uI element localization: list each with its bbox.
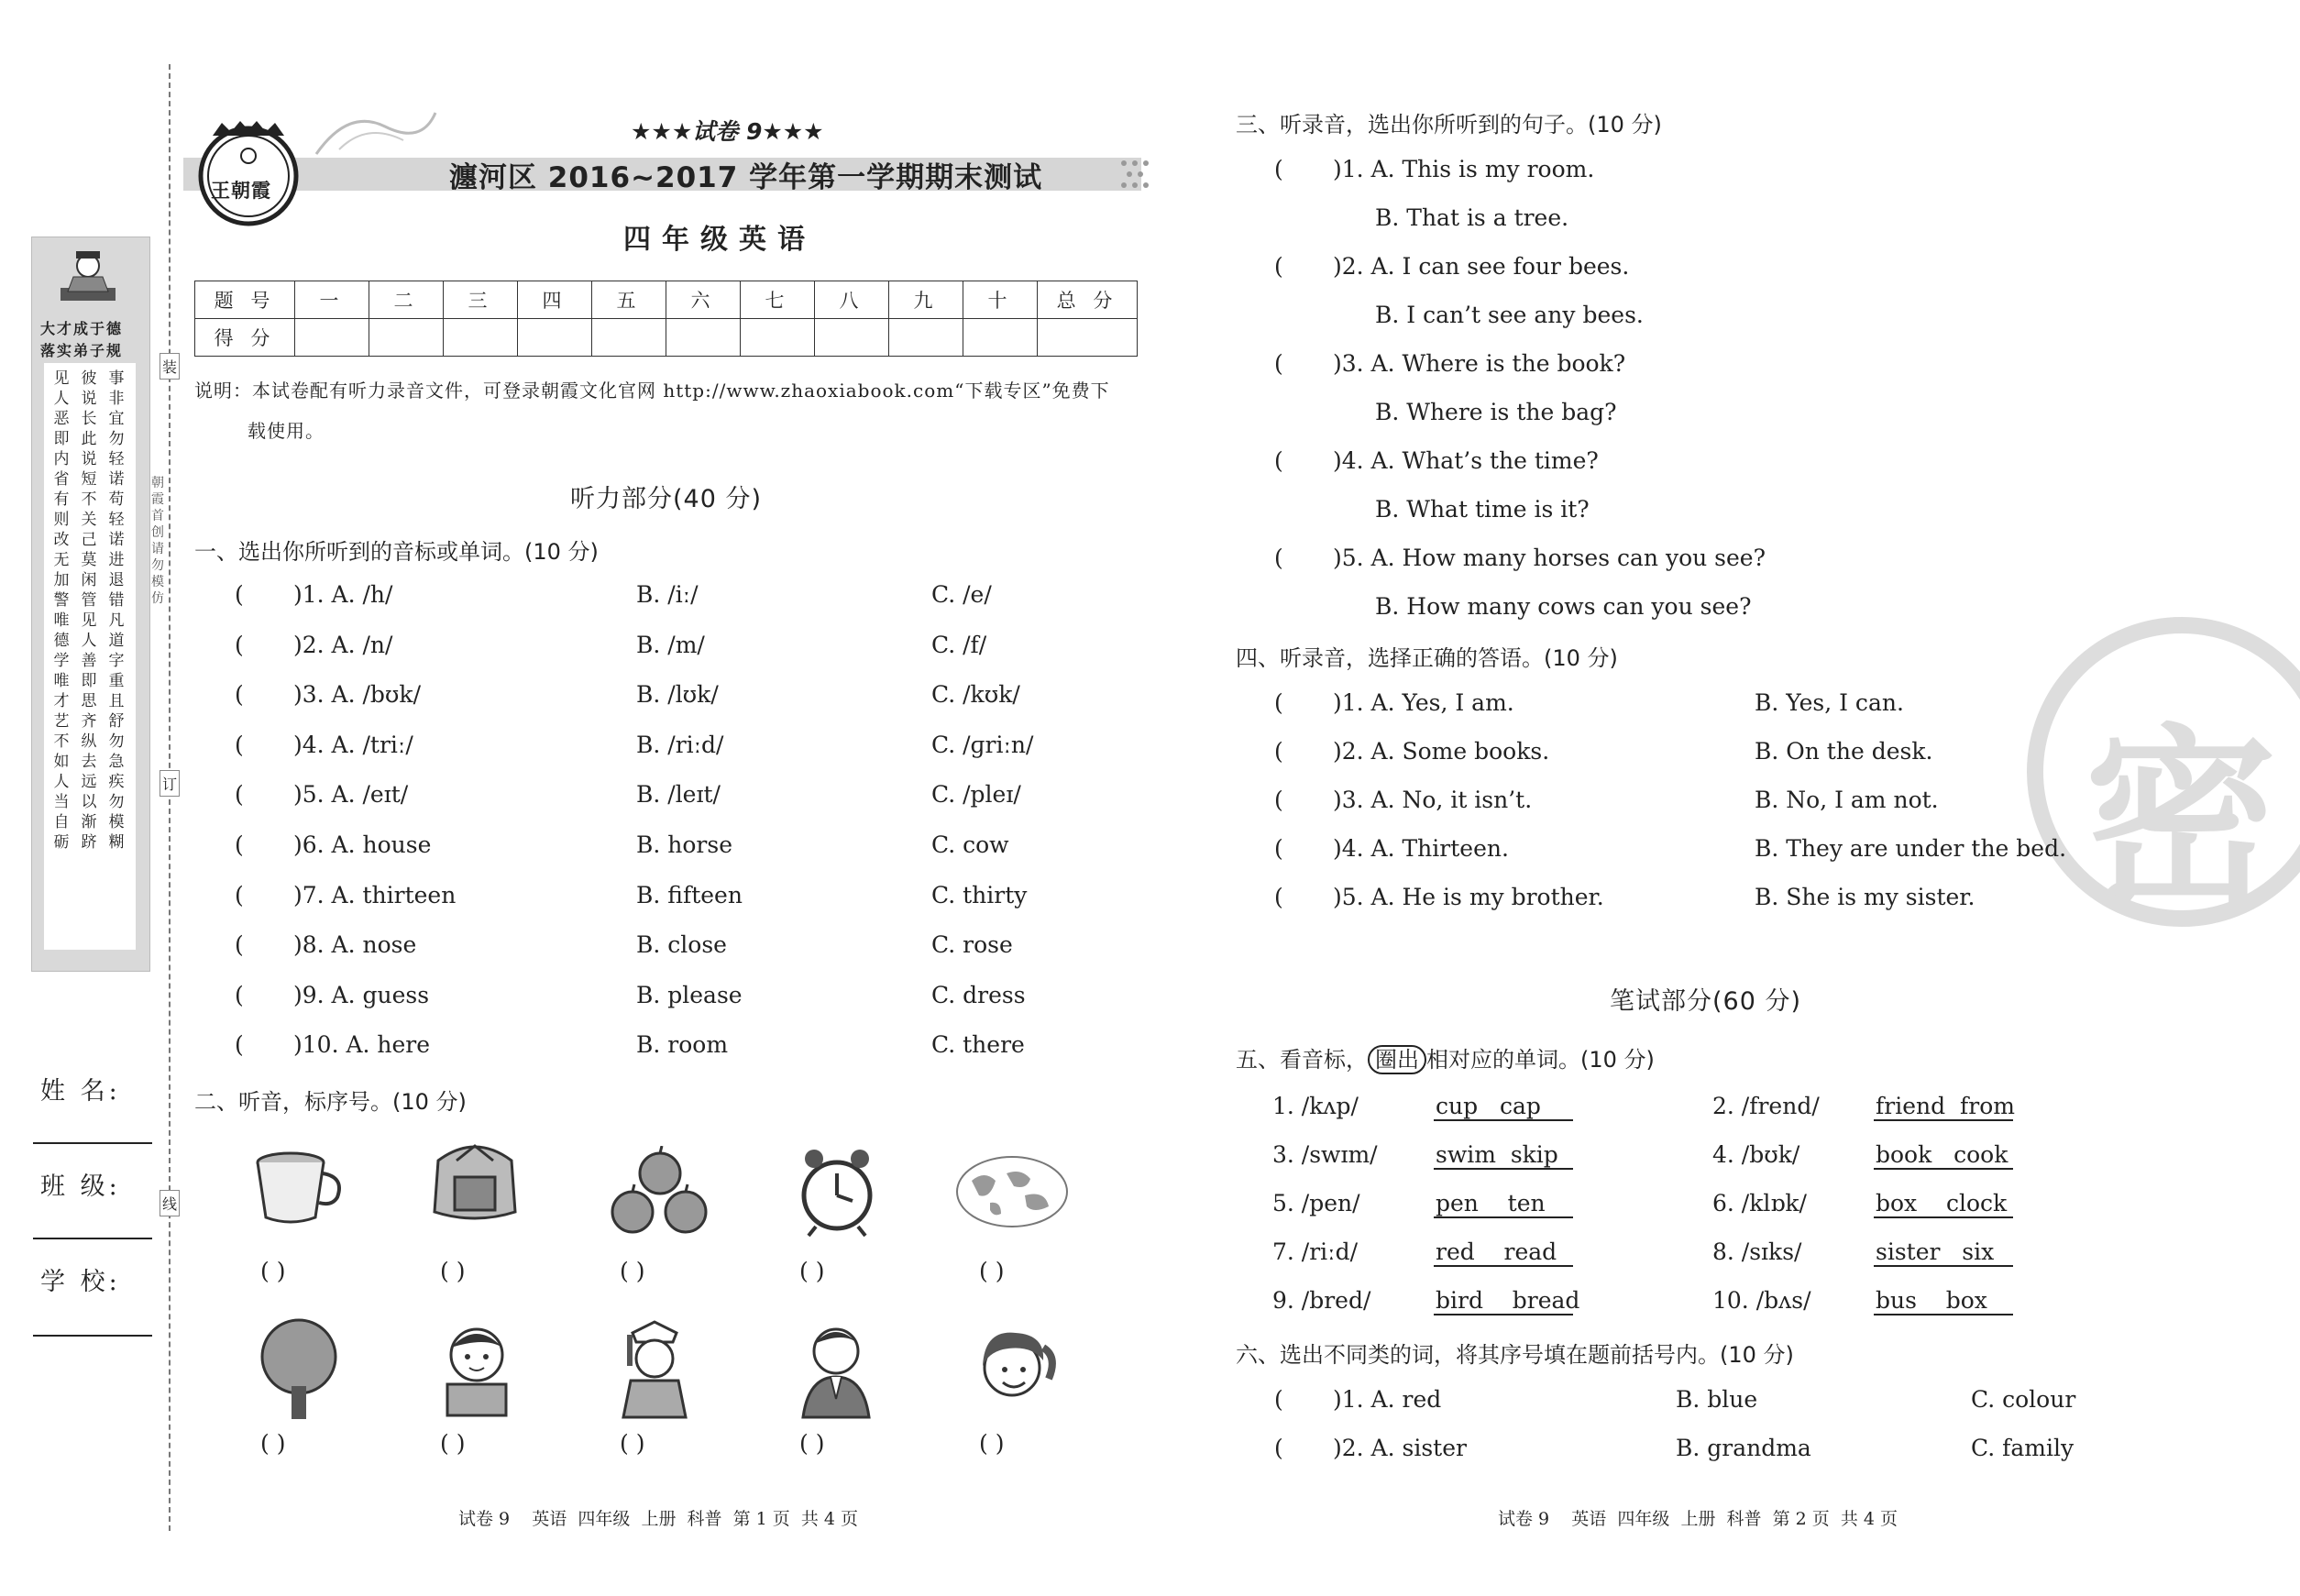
response-option-b: B. No, I am not. — [1755, 787, 1939, 813]
listening-heading: 听力部分(40 分) — [570, 485, 763, 513]
phonetic-prompt: 3. /swɪm/ — [1272, 1141, 1378, 1168]
maxim-column: 见人恶 即内省 有则改 无加警 唯德学 唯才艺 不如人 当自砺 — [53, 369, 70, 852]
score-entry-cell[interactable] — [741, 319, 815, 357]
school-field-line[interactable] — [33, 1335, 152, 1337]
question-option-c: C. /f/ — [931, 632, 987, 658]
answer-paren-open[interactable]: ( — [1274, 1386, 1283, 1413]
score-cell: 五 — [592, 281, 666, 319]
answer-paren-open[interactable]: ( — [235, 732, 244, 758]
response-option-a: )1. A. Yes, I am. — [1333, 689, 1514, 716]
name-field-line[interactable] — [33, 1142, 152, 1144]
sentence-option-a: )1. A. This is my room. — [1333, 156, 1595, 182]
phonetic-prompt: 6. /klɒk/ — [1712, 1190, 1807, 1216]
question-option-c: C. /kʊk/ — [931, 681, 1020, 708]
man-picture — [790, 1316, 882, 1422]
alarm-clock-picture — [796, 1146, 878, 1238]
subject-title: 四年级英语 — [623, 224, 816, 256]
answer-paren-open[interactable]: ( — [235, 982, 244, 1008]
part1-heading: 一、选出你所听到的音标或单词。(10 分) — [194, 539, 599, 565]
word-choices[interactable]: bus box — [1874, 1287, 2013, 1315]
nurse-picture — [609, 1316, 700, 1422]
response-option-b: B. They are under the bed. — [1755, 835, 2067, 862]
phonetic-prompt: 1. /kʌp/ — [1272, 1093, 1359, 1119]
boy-reading-picture — [431, 1320, 523, 1421]
footer-left: 试卷 9 英语 四年级 上册 科普 第 1 页 共 4 页 — [458, 1509, 859, 1529]
sentence-option-a: )2. A. I can see four bees. — [1333, 253, 1630, 280]
word-choices[interactable]: box clock — [1874, 1190, 2013, 1218]
answer-paren-open[interactable]: ( — [235, 931, 244, 958]
question-option-a: )9. A. guess — [293, 982, 430, 1008]
score-entry-cell[interactable] — [518, 319, 592, 357]
score-entry-cell[interactable] — [889, 319, 963, 357]
word-choices[interactable]: book cook — [1874, 1141, 2013, 1170]
writing-heading: 笔试部分(60 分) — [1610, 987, 1802, 1016]
sentence-option-b: B. What time is it? — [1375, 496, 1590, 523]
cup-picture — [249, 1146, 350, 1228]
maxim-column: 彼说长 此说短 不关己 莫闲管 见人善 即思齐 纵去远 以渐跻 — [81, 369, 97, 852]
circled-word: 圈出 — [1368, 1045, 1426, 1074]
question-option-b: B. /m/ — [636, 632, 705, 658]
logo-text: 王朝霞 — [211, 179, 271, 202]
answer-paren-open[interactable]: ( — [235, 882, 244, 908]
part5-heading-pre: 五、看音标， — [1236, 1047, 1368, 1073]
score-entry-cell[interactable] — [369, 319, 444, 357]
response-option-a: )3. A. No, it isn’t. — [1333, 787, 1533, 813]
class-field-line[interactable] — [33, 1238, 152, 1239]
score-entry-cell[interactable] — [295, 319, 369, 357]
answer-paren-open[interactable]: ( — [1274, 884, 1283, 910]
answer-paren-open[interactable]: ( — [1274, 156, 1283, 182]
question-option-a: )8. A. nose — [293, 931, 417, 958]
answer-paren-open[interactable]: ( — [1274, 835, 1283, 862]
phonetic-prompt: 8. /sɪks/ — [1712, 1238, 1802, 1265]
score-cell: 八 — [815, 281, 889, 319]
question-option-b: B. horse — [636, 831, 732, 858]
question-option-c: C. cow — [931, 831, 1009, 858]
tree-picture — [253, 1316, 345, 1422]
answer-paren-open[interactable]: ( — [235, 781, 244, 808]
question-option-a: )6. A. house — [293, 831, 432, 858]
score-entry-cell[interactable] — [666, 319, 741, 357]
score-cell: 六 — [666, 281, 741, 319]
answer-paren-open[interactable]: ( — [235, 1031, 244, 1058]
sentence-option-a: )5. A. How many horses can you see? — [1333, 545, 1766, 571]
motto-line-2: 落实弟子规 — [40, 342, 124, 359]
part3-heading: 三、听录音，选出你所听到的句子。(10 分) — [1236, 112, 1662, 138]
name-label: 姓 名: — [40, 1077, 121, 1106]
answer-paren[interactable]: ( ) — [260, 1258, 286, 1284]
response-option-a: )5. A. He is my brother. — [1333, 884, 1604, 910]
school-label: 学 校: — [40, 1268, 121, 1296]
word-option-a: )1. A. red — [1333, 1386, 1442, 1413]
question-option-a: )4. A. /triː/ — [293, 732, 413, 758]
phonetic-prompt: 2. /frend/ — [1712, 1093, 1820, 1119]
phonetic-prompt: 4. /bʊk/ — [1712, 1141, 1800, 1168]
class-label: 班 级: — [40, 1172, 121, 1201]
score-cell: 题 号 — [195, 281, 295, 319]
word-choices[interactable]: sister six — [1874, 1238, 2013, 1267]
answer-paren-open[interactable]: ( — [235, 681, 244, 708]
score-value-row — [195, 319, 1138, 357]
question-option-b: B. /leɪt/ — [636, 781, 721, 808]
part5-heading-post: 相对应的单词。(10 分) — [1426, 1047, 1655, 1073]
answer-paren[interactable]: ( ) — [979, 1430, 1005, 1457]
sentence-option-a: )4. A. What’s the time? — [1333, 447, 1599, 474]
word-choices[interactable]: bird bread — [1436, 1287, 1580, 1314]
word-option-a: )2. A. sister — [1333, 1435, 1467, 1461]
sentence-option-b: B. I can’t see any bees. — [1375, 302, 1644, 328]
score-entry-cell[interactable] — [1038, 319, 1138, 357]
copyright-note: 朝霞首创 请勿模仿 — [151, 476, 164, 606]
footer-right: 试卷 9 英语 四年级 上册 科普 第 2 页 共 4 页 — [1498, 1509, 1898, 1529]
motto-line-1: 大才成于德 — [40, 320, 124, 337]
answer-paren-open[interactable]: ( — [1274, 447, 1283, 474]
sentence-option-a: )3. A. Where is the book? — [1333, 350, 1626, 377]
binding-mark-3: 线 — [160, 1190, 180, 1216]
part6-heading: 六、选出不同类的词，将其序号填在题前括号内。(10 分) — [1236, 1342, 1794, 1368]
answer-paren[interactable]: ( ) — [620, 1258, 645, 1284]
scholar-figure-illustration — [51, 246, 125, 310]
binding-dashed-line — [169, 64, 171, 1531]
word-option-c: C. family — [1971, 1435, 2074, 1461]
maxim-column: 事非宜 勿轻诺 苟轻诺 进退错 凡道字 重且舒 勿急疾 勿模糊 — [108, 369, 125, 852]
score-entry-cell[interactable] — [444, 319, 518, 357]
question-option-a: )2. A. /n/ — [293, 632, 393, 658]
score-label-cell: 得 分 — [195, 319, 295, 357]
answer-paren-open[interactable]: ( — [1274, 787, 1283, 813]
seal-text: 密 — [2085, 708, 2278, 932]
score-table — [194, 281, 1138, 357]
score-entry-cell[interactable] — [963, 319, 1038, 357]
binding-mark-1: 装 — [160, 353, 180, 380]
phonetic-prompt: 10. /bʌs/ — [1712, 1287, 1811, 1314]
question-option-b: B. please — [636, 982, 743, 1008]
phonetic-prompt: 5. /pen/ — [1272, 1190, 1360, 1216]
question-option-b: B. fifteen — [636, 882, 743, 908]
word-option-c: C. colour — [1971, 1386, 2076, 1413]
paper-number: ★★★试卷 9★★★ — [631, 118, 824, 145]
score-cell: 十 — [963, 281, 1038, 319]
response-option-a: )2. A. Some books. — [1333, 738, 1550, 765]
maxim-text-area — [44, 363, 136, 950]
score-cell: 二 — [369, 281, 444, 319]
answer-paren-open[interactable]: ( — [1274, 738, 1283, 765]
answer-paren-open[interactable]: ( — [235, 581, 244, 608]
question-option-c: C. /e/ — [931, 581, 992, 608]
answer-paren-open[interactable]: ( — [235, 632, 244, 658]
score-header-row — [195, 281, 1138, 319]
question-option-c: C. /ɡriːn/ — [931, 732, 1034, 758]
question-option-c: C. /pleɪ/ — [931, 781, 1021, 808]
word-choices[interactable]: swim skip — [1434, 1141, 1573, 1170]
question-option-a: )1. A. /h/ — [293, 581, 393, 608]
word-choices[interactable]: pen ten — [1434, 1190, 1573, 1218]
word-option-b: B. grandma — [1676, 1435, 1811, 1461]
answer-paren[interactable]: ( ) — [260, 1430, 286, 1457]
word-option-b: B. blue — [1676, 1386, 1758, 1413]
word-choices[interactable]: cup cap — [1434, 1093, 1573, 1121]
question-option-a: )10. A. here — [293, 1031, 431, 1058]
question-option-c: C. dress — [931, 982, 1026, 1008]
question-option-a: )7. A. thirteen — [293, 882, 457, 908]
answer-paren-open[interactable]: ( — [1274, 350, 1283, 377]
response-option-b: B. Yes, I can. — [1755, 689, 1904, 716]
title-band-dots — [1118, 158, 1155, 191]
score-cell: 三 — [444, 281, 518, 319]
schoolbag-picture — [420, 1133, 530, 1225]
part5-heading — [1236, 1041, 1655, 1073]
world-map-picture — [953, 1153, 1071, 1230]
zhaoxia-logo — [194, 119, 303, 227]
question-option-b: B. room — [636, 1031, 729, 1058]
part2-heading: 二、听音，标序号。(10 分) — [194, 1089, 467, 1115]
question-option-a: )3. A. /bʊk/ — [293, 681, 422, 708]
girl-picture — [966, 1320, 1058, 1421]
answer-paren[interactable]: ( ) — [799, 1258, 825, 1284]
answer-paren-open[interactable]: ( — [1274, 545, 1283, 571]
note-line-1: 说明：本试卷配有听力录音文件，可登录朝霞文化官网 http://www.zhaoxiabook.com“下载专区”免费下 — [194, 380, 1110, 402]
question-option-b: B. /iː/ — [636, 581, 699, 608]
ribbon-decoration — [312, 99, 440, 163]
answer-paren[interactable]: ( ) — [799, 1430, 825, 1457]
score-cell: 七 — [741, 281, 815, 319]
score-cell: 一 — [295, 281, 369, 319]
question-option-c: C. rose — [931, 931, 1013, 958]
phonetic-prompt: 9. /bred/ — [1272, 1287, 1371, 1314]
answer-paren-open[interactable]: ( — [1274, 1435, 1283, 1461]
page-title: 瀍河区 2016~2017 学年第一学期期末测试 — [449, 161, 1043, 194]
phonetic-prompt: 7. /riːd/ — [1272, 1238, 1359, 1265]
question-option-b: B. close — [636, 931, 727, 958]
sentence-option-b: B. Where is the bag? — [1375, 399, 1617, 425]
question-option-c: C. there — [931, 1031, 1025, 1058]
sentence-option-b: B. That is a tree. — [1375, 204, 1569, 231]
word-choices[interactable]: friend from — [1876, 1093, 2015, 1119]
answer-paren-open[interactable]: ( — [235, 831, 244, 858]
score-entry-cell[interactable] — [592, 319, 666, 357]
sentence-option-b: B. How many cows can you see? — [1375, 593, 1752, 620]
score-entry-cell[interactable] — [815, 319, 889, 357]
word-choices[interactable]: red read — [1434, 1238, 1573, 1267]
score-cell: 四 — [518, 281, 592, 319]
apples-picture — [605, 1146, 715, 1238]
response-option-b: B. On the desk. — [1755, 738, 1933, 765]
response-option-a: )4. A. Thirteen. — [1333, 835, 1509, 862]
question-option-b: B. /lʊk/ — [636, 681, 719, 708]
answer-paren[interactable]: ( ) — [440, 1430, 466, 1457]
binding-mark-2: 订 — [160, 770, 180, 797]
answer-paren[interactable]: ( ) — [440, 1258, 466, 1284]
question-option-c: C. thirty — [931, 882, 1028, 908]
confidential-seal — [2026, 616, 2300, 932]
question-option-a: )5. A. /eɪt/ — [293, 781, 409, 808]
part4-heading: 四、听录音，选择正确的答语。(10 分) — [1236, 645, 1618, 671]
note-line-2: 载使用。 — [248, 420, 325, 442]
score-cell: 九 — [889, 281, 963, 319]
answer-paren-open[interactable]: ( — [1274, 689, 1283, 716]
question-option-b: B. /riːd/ — [636, 732, 724, 758]
answer-paren[interactable]: ( ) — [620, 1430, 645, 1457]
answer-paren[interactable]: ( ) — [979, 1258, 1005, 1284]
answer-paren-open[interactable]: ( — [1274, 253, 1283, 280]
score-cell: 总 分 — [1038, 281, 1138, 319]
response-option-b: B. She is my sister. — [1755, 884, 1975, 910]
